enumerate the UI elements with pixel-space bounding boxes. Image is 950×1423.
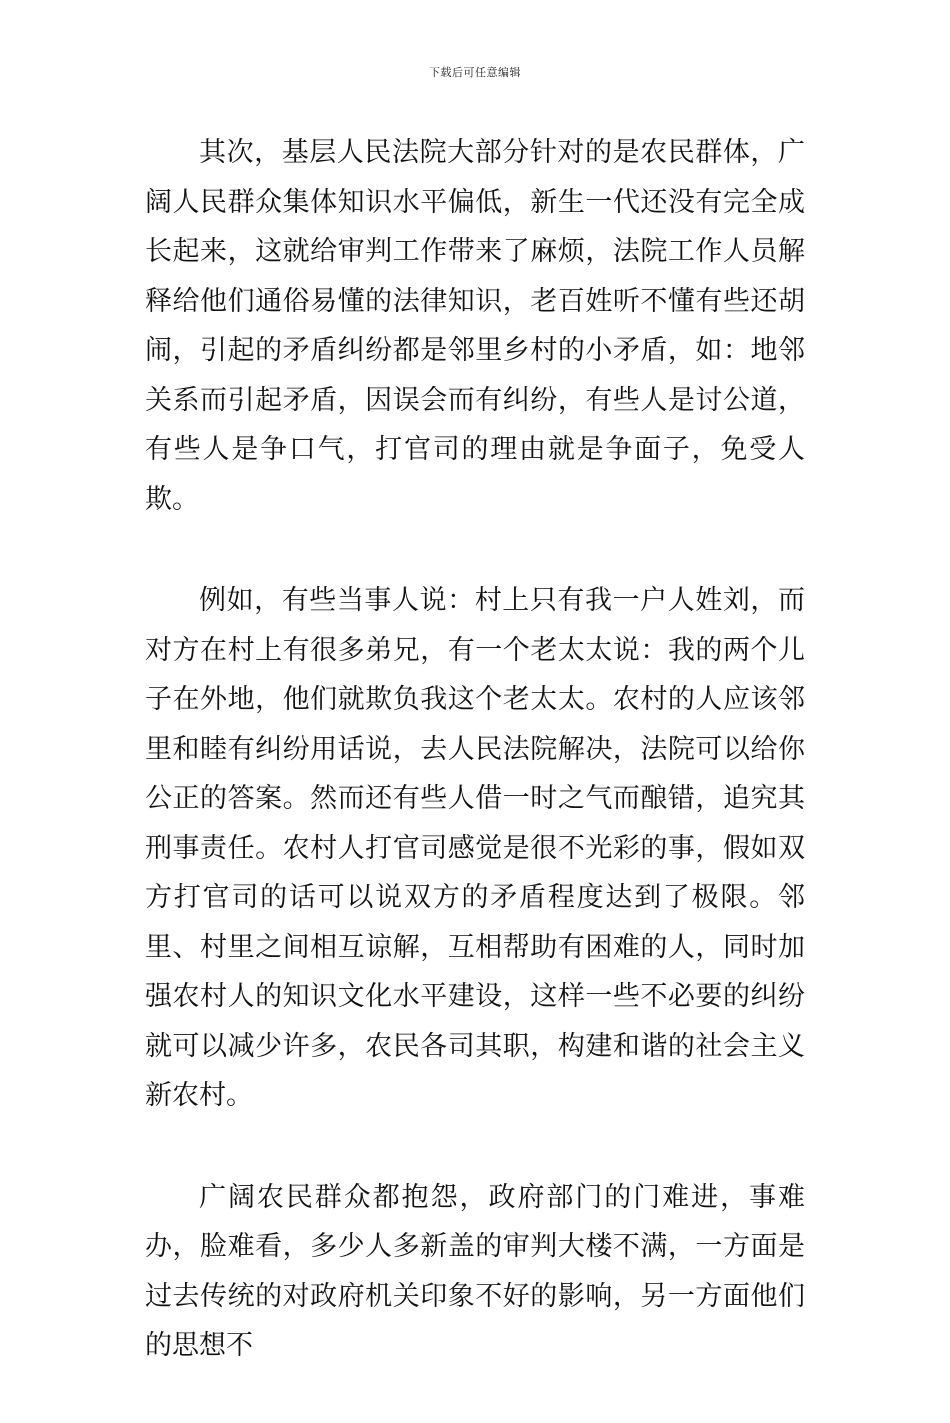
header-note: 下载后可任意编辑 bbox=[429, 66, 521, 79]
paragraph-3: 广阔农民群众都抱怨，政府部门的门难进，事难办，脸难看，多少人多新盖的审判大楼不满，一方面是过去传统的对政府机关印象不好的影响，另一方面他们的思想不 bbox=[145, 1181, 805, 1361]
paragraph-1: 其次，基层人民法院大部分针对的是农民群体，广阔人民群众集体知识水平偏低，新生一代还没有完全成长起来，这就给审判工作带来了麻烦，法院工作人员解释给他们通俗易懂的法律知识，老百姓听不懂有些还胡闹，引起的矛盾纠纷都是邻里乡村的小矛盾，如：地邻关系而引起矛盾，因误会而有纠纷，有些人是讨公道，有些人是争口气，打官司的理由就是争面子，免受人欺。 bbox=[145, 137, 805, 515]
paragraph-2: 例如，有些当事人说：村上只有我一户人姓刘，而对方在村上有很多弟兄，有一个老太太说：我的两个儿子在外地，他们就欺负我这个老太太。农村的人应该邻里和睦有纠纷用话说，去人民法院解决，法院可以给你公正的答案。然而还有些人借一时之气而酿错，追究其刑事责任。农村人打官司感觉是很不光彩的事，假如双方打官司的话可以说双方的矛盾程度达到了极限。邻里、村里之间相互谅解，互相帮助有困难的人，同时加强农村人的知识文化水平建设，这样一些不必要的纠纷就可以减少许多，农民各司其职，构建和谐的社会主义新农村。 bbox=[145, 585, 805, 1111]
document-body bbox=[145, 128, 805, 1423]
